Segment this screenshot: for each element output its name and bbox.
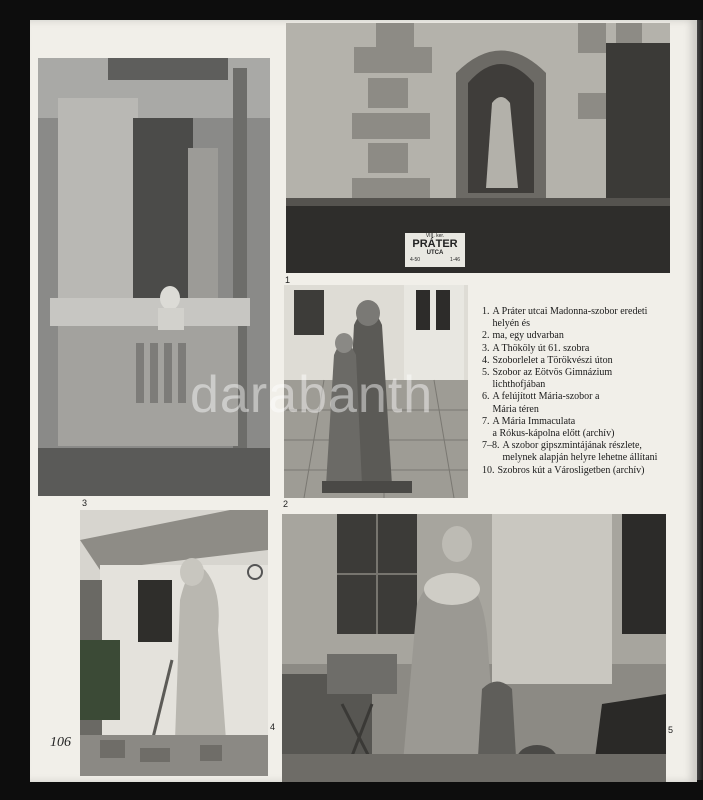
photo-madonna-courtyard	[284, 285, 468, 498]
caption-item: 6. A felújított Mária-szobor a Mária téren	[482, 391, 600, 415]
photo-number-4: 4	[270, 722, 276, 732]
street-sign	[405, 233, 465, 267]
caption-list	[482, 306, 682, 477]
caption-item: 10. Szobros kút a Városligetben (archív)	[482, 464, 645, 476]
photo-number-1: 1	[285, 275, 291, 285]
caption-item: 2. ma, egy udvarban	[482, 330, 564, 342]
caption-item: 3. A Thököly út 61. szobra	[482, 342, 590, 354]
photo-balcony-bust	[38, 58, 270, 496]
photo-statue-lichthof	[282, 514, 666, 782]
page-number: 106	[50, 735, 71, 750]
caption-item: 7. A Mária Immaculata a Rókus-kápolna előtt (archív)	[482, 415, 615, 440]
caption-item: 4. Szoborlelet a Törökvészi úton	[482, 354, 613, 366]
caption-item: 5. Szobor az Eötvös Gimnázium lichthofjában	[482, 367, 613, 391]
watermark: darabanth	[190, 366, 434, 424]
street-sign-name: PRÁTER	[412, 238, 458, 250]
street-sign-range-right: 1-46	[449, 257, 460, 263]
photo-number-2: 2	[283, 499, 289, 509]
photo-madonna-niche	[286, 23, 670, 273]
street-sign-district: VIII. ker.	[425, 233, 445, 239]
caption-item: 7–8. A szobor gipszmintájának részlete, melynek alapján helyre lehetne állítani	[482, 440, 658, 464]
photo-number-3: 3	[82, 498, 88, 508]
caption-item: 1. A Práter utcai Madonna-szobor eredeti helyén és	[482, 306, 648, 330]
photo-statue-find	[80, 510, 268, 776]
street-sign-type: UTCA	[426, 250, 444, 256]
photo-number-5: 5	[668, 725, 674, 735]
street-sign-range-left: 4-50	[410, 257, 421, 263]
